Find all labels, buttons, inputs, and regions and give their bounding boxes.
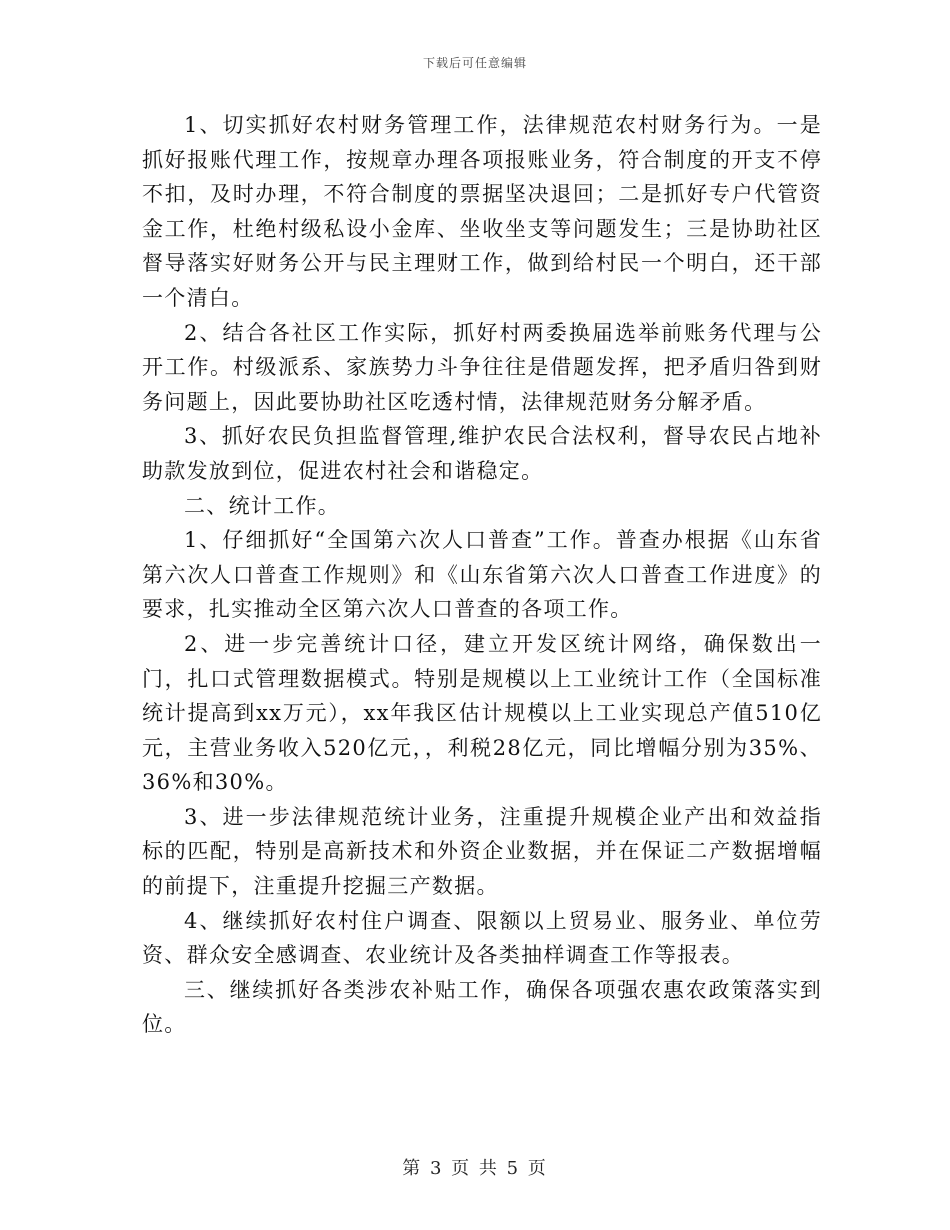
paragraph-census: 1、仔细抓好“全国第六次人口普查”工作。普查办根据《山东省第六次人口普查工作规则》和《山东省第六次人口普查工作进度》的要求，扎实推动全区第六次人口普查的各项工作。 xyxy=(142,528,822,622)
paragraph-statistics-business: 3、进一步法律规范统计业务，注重提升规模企业产出和效益指标的匹配，特别是高新技术和外资企业数据，并在保证二产数据增幅的前提下，注重提升挖掘三产数据。 xyxy=(142,804,822,899)
paragraph-farmer-burden: 3、抓好农民负担监督管理,维护农民合法权利，督导农民占地补助款发放到位，促进农村社会和谐稳定。 xyxy=(142,424,822,483)
paragraph-finance-management: 1、切实抓好农村财务管理工作，法律规范农村财务行为。一是抓好报账代理工作，按规章办理各项报账业务，符合制度的开支不停不扣，及时办理，不符合制度的票据坚决退回；二是抓好专户代管资金工作，杜绝村级私设小金库、坐收坐支等问题发生；三是协助社区督导落实好财务公开与民主理财工作，做到给村民一个明白，还干部一个清白。 xyxy=(142,113,822,310)
section-heading-statistics: 二、统计工作。 xyxy=(184,493,341,518)
section-heading-subsidies: 三、继续抓好各类涉农补贴工作，确保各项强农惠农政策落实到位。 xyxy=(142,977,822,1037)
paragraph-surveys: 4、继续抓好农村住户调查、限额以上贸易业、服务业、单位劳资、群众安全感调查、农业统计及各类抽样调查工作等报表。 xyxy=(142,908,822,968)
page-header-note: 下载后可任意编辑 xyxy=(422,56,527,70)
paragraph-statistics-network: 2、进一步完善统计口径，建立开发区统计网络，确保数出一门，扎口式管理数据模式。特别是规模以上工业统计工作（全国标准统计提高到xx万元），xx年我区估计规模以上工业实现总产值510亿元，主营业务收入520亿元，，利税28亿元，同比增幅分别为35%、36%和30%。 xyxy=(142,631,822,795)
document-body xyxy=(142,108,822,1042)
page-number: 第 3 页 共 5 页 xyxy=(402,1158,548,1179)
paragraph-election-accounts: 2、结合各社区工作实际，抓好村两委换届选举前账务代理与公开工作。村级派系、家族势力斗争往往是借题发挥，把矛盾归咎到财务问题上，因此要协助社区吃透村情，法律规范财务分解矛盾。 xyxy=(142,320,822,414)
